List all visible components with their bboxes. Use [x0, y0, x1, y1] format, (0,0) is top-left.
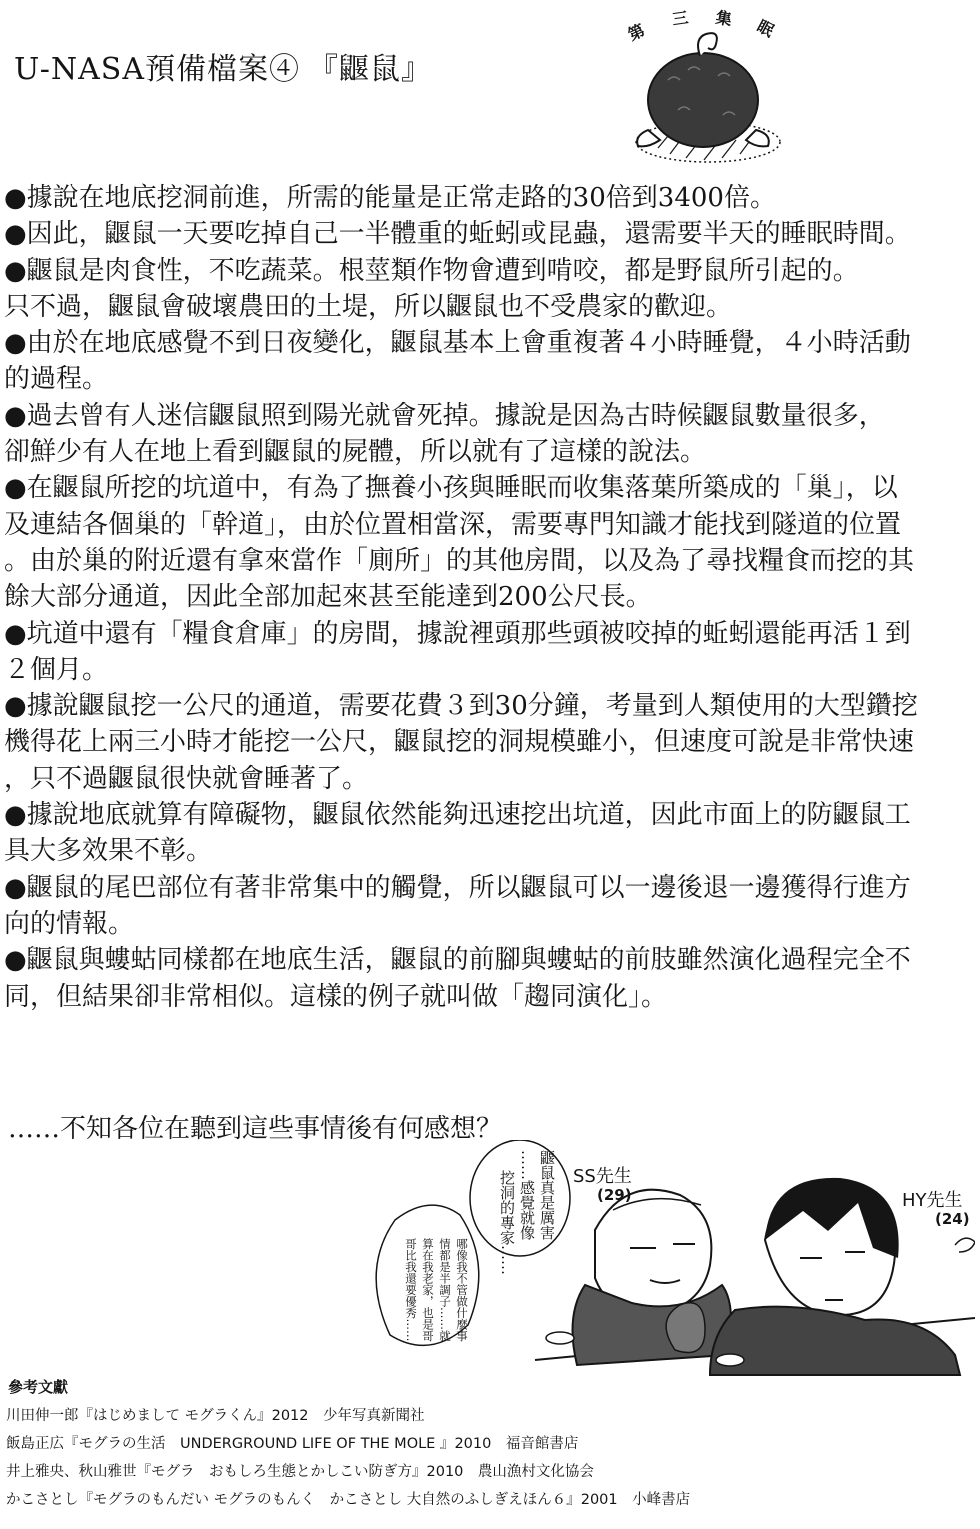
fact-line: 向的情報。	[4, 908, 135, 939]
corner-caption-char-2: 三	[670, 7, 690, 30]
speech-top-col-2: ……感覺就像	[518, 1150, 536, 1240]
fact-line: ●坑道中還有「糧食倉庫」的房間，據說裡頭那些頭被咬掉的蚯蚓還能再活１到	[4, 618, 911, 649]
fact-line: 卻鮮少有人在地上看到鼴鼠的屍體，所以就有了這樣的說法。	[4, 437, 707, 468]
hy-name-label: HY先生	[902, 1190, 963, 1211]
speech-bottom-col-2: 情都是半調子……就	[438, 1238, 452, 1342]
reference-item: 井上雅央、秋山雅世『モグラ おもしろ生態とかしこい防ぎ方』2010 農山漁村文化協会	[6, 1464, 594, 1480]
fact-line: ●過去曾有人迷信鼴鼠照到陽光就會死掉。據說是因為古時候鼴鼠數量很多，	[4, 400, 885, 431]
page-title	[14, 44, 432, 88]
hy-age-label: (24)	[935, 1210, 970, 1228]
reference-item: 川田伸一郎『はじめまして モグラくん』2012 少年写真新聞社	[6, 1408, 425, 1424]
fact-line: ●鼴鼠的尾巴部位有著非常集中的觸覺，所以鼴鼠可以一邊後退一邊獲得行進方	[4, 872, 911, 903]
fact-line: ，只不過鼴鼠很快就會睡著了。	[4, 763, 369, 794]
speech-top-col-1: 鼴鼠真是厲害	[538, 1150, 556, 1240]
reference-item: かこさとし『モグラのもんだい モグラのもんく かこさとし 大自然のふしぎえほん６』2001 小峰書店	[6, 1492, 691, 1508]
fact-line: 同，但結果卻非常相似。這樣的例子就叫做「趨同演化」。	[4, 981, 668, 1012]
fact-line: 具大多效果不彰。	[4, 836, 213, 867]
speech-bottom-col-3: 算在我老家，也是哥	[421, 1238, 435, 1342]
references-heading: 參考文獻	[8, 1378, 69, 1396]
closing-question: ……不知各位在聽到這些事情後有何感想？	[8, 1114, 503, 1144]
fact-line: 。由於巢的附近還有拿來當作「廁所」的其他房間，以及為了尋找糧食而挖的其	[4, 545, 915, 576]
fact-line: ●據說在地底挖洞前進，所需的能量是正常走路的30倍到3400倍。	[4, 183, 776, 213]
fact-line: ●因此，鼴鼠一天要吃掉自己一半體重的蚯蚓或昆蟲，還需要半天的睡眠時間。	[4, 219, 911, 250]
fact-line: 機得花上兩三小時才能挖一公尺，鼴鼠挖的洞規模雖小，但速度可說是非常快速	[4, 727, 915, 758]
speech-top-col-3: 挖洞的專家……	[498, 1170, 516, 1275]
corner-caption-char-1: 第	[625, 20, 648, 45]
fact-line: 及連結各個巢的「幹道」，由於位置相當深，需要專門知識才能找到隧道的位置	[4, 509, 902, 540]
title-subject: 『鼴鼠』	[308, 52, 433, 87]
title-prefix: U-NASA預備檔案④	[14, 52, 301, 87]
speech-bottom-col-1: 哪像我不管做什麼事	[455, 1238, 469, 1342]
fact-line: ２個月。	[4, 654, 109, 685]
fact-line: ●在鼴鼠所挖的坑道中，有為了撫養小孩與睡眠而收集落葉所築成的「巢」，以	[4, 473, 898, 504]
corner-caption-char-4: 眠	[754, 16, 778, 41]
ss-name-label: SS先生	[573, 1166, 632, 1187]
fact-line: ●據說地底就算有障礙物，鼴鼠依然能夠迅速挖出坑道，因此市面上的防鼴鼠工	[4, 800, 911, 831]
speech-bottom-col-4: 哥比我還要優秀……	[404, 1238, 418, 1342]
reference-item: 飯島正広『モグラの生活 UNDERGROUND LIFE OF THE MOLE 』2010 福音館書店	[6, 1436, 579, 1452]
corner-caption-char-3: 集	[714, 7, 734, 30]
fact-line: 只不過，鼴鼠會破壞農田的土堤，所以鼴鼠也不受農家的歡迎。	[4, 291, 733, 322]
fact-line: 餘大部分通道，因此全部加起來甚至能達到200公尺長。	[4, 582, 652, 613]
fact-line: ●由於在地底感覺不到日夜變化，鼴鼠基本上會重複著４小時睡覺，４小時活動	[4, 328, 911, 359]
fact-line: ●鼴鼠是肉食性，不吃蔬菜。根莖類作物會遭到啃咬，都是野鼠所引起的。	[4, 255, 859, 286]
fact-line: ●鼴鼠與螻蛄同樣都在地底生活，鼴鼠的前腳與螻蛄的前肢雖然演化過程完全不	[4, 945, 911, 976]
fact-line: ●據說鼴鼠挖一公尺的通道，需要花費３到30分鐘，考量到人類使用的大型鑽挖	[4, 691, 918, 722]
sleeping-mole-illustration	[628, 30, 788, 175]
ss-age-label: (29)	[597, 1186, 632, 1204]
mole-facts	[4, 180, 944, 1015]
fact-line: 的過程。	[4, 364, 109, 395]
